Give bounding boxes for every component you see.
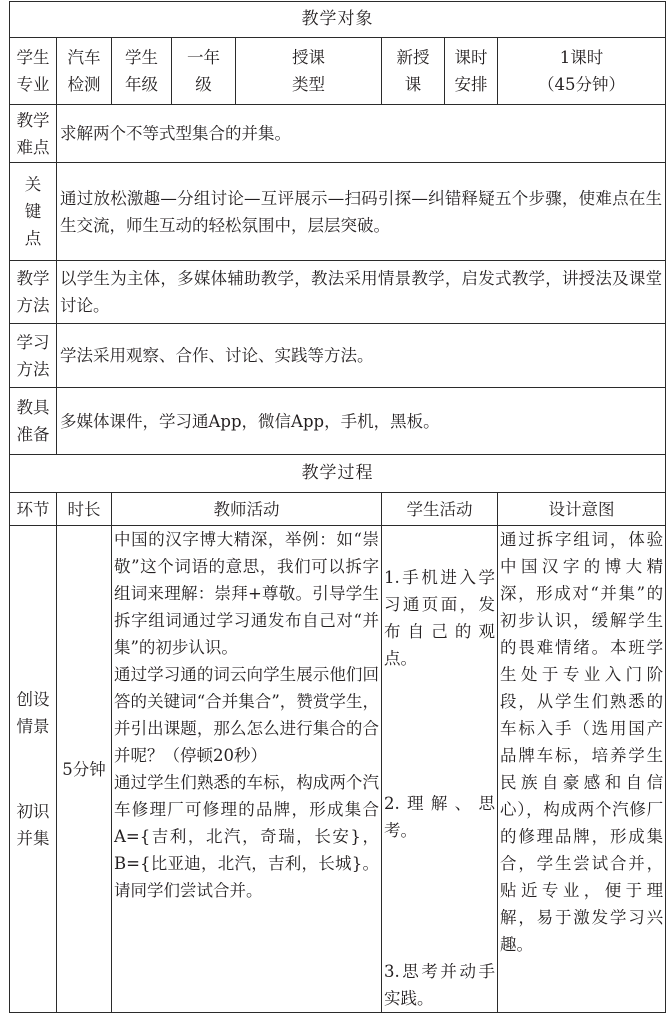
student-activity-3: 3.思考并动手实践。 [384, 962, 495, 1008]
column-header-duration: 时长 [57, 493, 112, 526]
duration-cell: 5分钟 [57, 526, 112, 1013]
process-row [10, 526, 666, 1013]
teaching-method-label: 教学 方法 [10, 261, 57, 324]
tools-text: 多媒体课件，学习通App，微信App，手机，黑板。 [57, 388, 666, 455]
learning-method-row [10, 324, 666, 388]
section-title-object: 教学对象 [10, 2, 666, 38]
column-header-teacher: 教师活动 [112, 493, 382, 526]
tools-row [10, 388, 666, 455]
lesson-plan-table [9, 1, 666, 1013]
difficulty-row [10, 105, 666, 163]
hours-value: 1课时 （45分钟） [498, 38, 666, 105]
difficulty-label: 教学 难点 [10, 105, 57, 163]
learning-method-text: 学法采用观察、合作、讨论、实践等方法。 [57, 324, 666, 388]
key-point-text: 通过放松激趣—分组讨论—互评展示—扫码引探—纠错释疑五个步骤，使难点在生生交流，师生互动的轻松氛围中，层层突破。 [57, 163, 666, 261]
grade-label: 学生 年级 [112, 38, 172, 105]
stage-1-text: 创设 情景 [16, 690, 50, 736]
hours-label: 课时 安排 [445, 38, 498, 105]
major-label: 学生 专业 [10, 38, 57, 105]
difficulty-text: 求解两个不等式型集合的并集。 [57, 105, 666, 163]
design-intent-cell: 通过拆字组词，体验中国汉字的博大精深，形成对“并集”的初步认识，缓解学生的畏难情绪。本班学生处于专业入门阶段，从学生们熟悉的车标入手（选用国产品牌车标，培养学生民族自豪感和自信心），构成两个汽修厂的修理品牌，形成集合，学生尝试合并，贴近专业，便于理解，易于激发学习兴趣。 [498, 526, 666, 1013]
header-row-object [10, 2, 666, 38]
teacher-activity-3: 通过学生们熟悉的车标，构成两个汽车修理厂可修理的品牌，形成集合A={吉利，北汽，奇瑞，长安}，B={比亚迪，北汽，吉利，长城}。请同学们尝试合并。 [114, 773, 379, 900]
major-value: 汽车 检测 [57, 38, 112, 105]
tools-label: 教具 准备 [10, 388, 57, 455]
key-point-label: 关 键 点 [10, 163, 57, 261]
teaching-method-row [10, 261, 666, 324]
info-row [10, 38, 666, 105]
header-row-process [10, 455, 666, 493]
teacher-activity-2: 通过学习通的词云向学生展示他们回答的关键词“合并集合”，赞赏学生，并引出课题，那么怎么进行集合的合并呢？（停顿20秒） [114, 665, 379, 765]
key-point-row [10, 163, 666, 261]
column-header-intent: 设计意图 [498, 493, 666, 526]
type-value: 新授 课 [382, 38, 445, 105]
student-activity-cell [382, 526, 498, 1013]
column-header-stage: 环节 [10, 493, 57, 526]
section-title-process: 教学过程 [10, 455, 666, 493]
teacher-activity-1: 中国的汉字博大精深，举例：如“崇敬”这个词语的意思，我们可以拆字组词来理解：崇拜+尊敬。引导学生拆字组词通过学习通发布自己对“并集”的初步认识。 [114, 530, 379, 657]
learning-method-label: 学习 方法 [10, 324, 57, 388]
stage-2-text: 初识 并集 [16, 802, 50, 848]
teaching-method-text: 以学生为主体，多媒体辅助教学，教法采用情景教学，启发式教学，讲授法及课堂讨论。 [57, 261, 666, 324]
type-label: 授课 类型 [236, 38, 382, 105]
student-activity-1: 1.手机进入学习通页面，发布自己的观点。 [384, 568, 495, 668]
grade-value: 一年 级 [172, 38, 236, 105]
process-column-headers [10, 493, 666, 526]
teacher-activity-cell [112, 526, 382, 1013]
column-header-student: 学生活动 [382, 493, 498, 526]
stage-cell [10, 526, 57, 1013]
student-activity-2: 2.理解、思考。 [384, 794, 495, 840]
